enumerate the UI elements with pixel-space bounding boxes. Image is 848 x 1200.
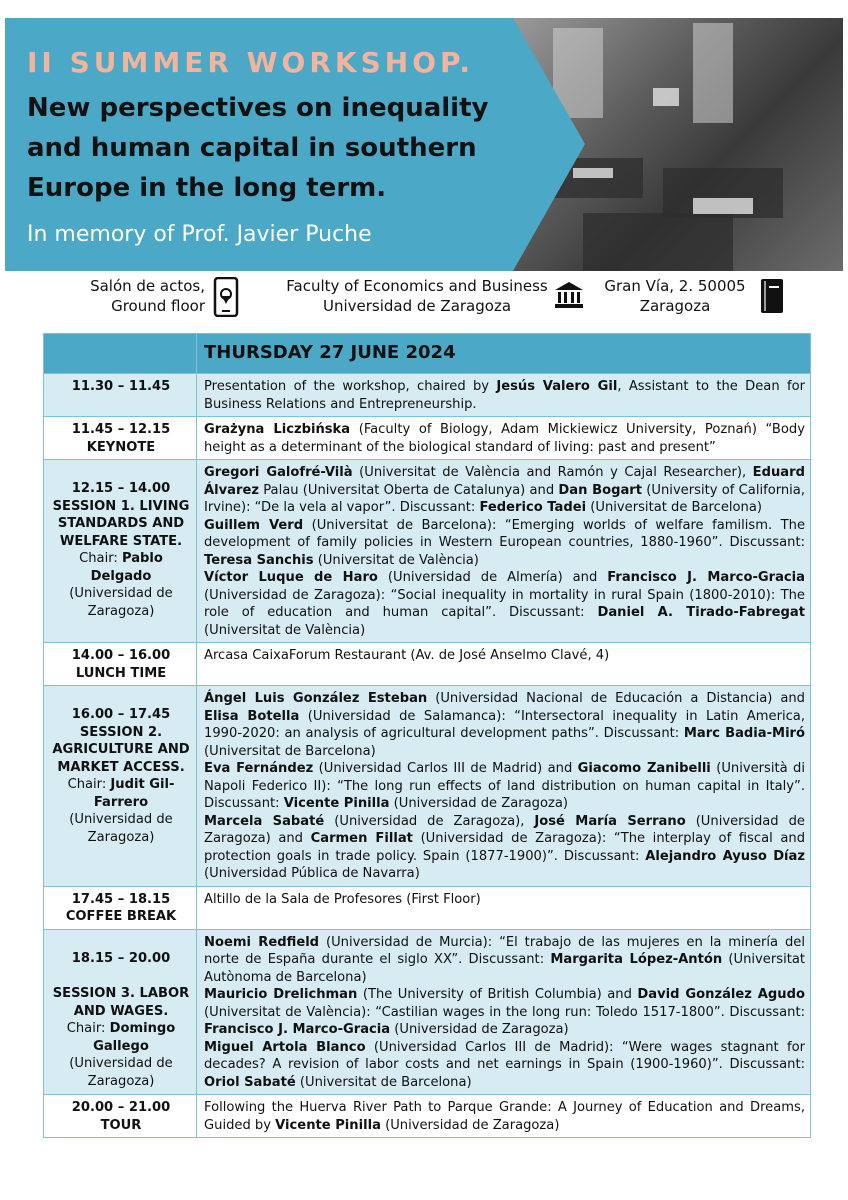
speaker-name: Ángel Luis González Esteban (204, 691, 428, 706)
session-time: 20.00 – 21.00 (71, 1100, 171, 1115)
session-time: 11.30 – 11.45 (71, 379, 171, 394)
session-label: SESSION 1. LIVING STANDARDS AND WELFARE STATE. (52, 498, 190, 549)
session-time: 11.45 – 12.15 (71, 422, 171, 437)
speaker-name: Margarita López-Antón (550, 952, 723, 967)
session-description: Gregori Galofré-Vilà (Universitat de València and Ramón y Cajal Researcher), Eduard Álvarez Palau (Universitat Oberta de Catalunya) and Dan Bogart (University of California, Irvine): “De la vela al vapor”. Discussant: Federico Tadei (Universitat de Barcelona) Guillem Verd (Universitat de Barcelona): “Emerging worlds of welfare familism. The development of family policies in Western European countries, 1880-1960”. Discussant: Teresa Sanchis (Universitat de València) Víctor Luque de Haro (Universidad de Almería) and Francisco J. Marco-Gracia (Universidad de Zaragoza): “Social inequality in mortality in rural Spain (1800-2010): The role of education and human capital”. Discussant: Daniel A. Tirado-Fabregat (Universitat de València) (197, 460, 811, 643)
speaker-name: Francisco J. Marco-Gracia (204, 1022, 391, 1037)
schedule-row (44, 460, 811, 643)
schedule-row (44, 374, 811, 417)
session-chair: Chair: Domingo Gallego (66, 1021, 176, 1054)
schedule-row (44, 686, 811, 887)
session-time-cell (44, 686, 197, 887)
session-time: 17.45 – 18.15 (71, 891, 171, 907)
session-description: Noemi Redfield (Universidad de Murcia): “El trabajo de las mujeres en la minería del norte de España durante el siglo XX”. Discussant: Margarita López-Antón (Universitat Autònoma de Barcelona) Mauricio Drelichman (The University of British Columbia) and David González Agudo (Universitat de València): “Castilian wages in the long run: Toledo 1517-1800”. Discussant: Francisco J. Marco-Gracia (Universidad de Zaragoza) Miguel Artola Blanco (Universidad Carlos III de Madrid): “Were wages stagnant for decades? A revision of labor costs and net earnings in Spain (1900-1960)”. Discussant: Oriol Sabaté (Universitat de Barcelona) (197, 929, 811, 1095)
session-time-cell (44, 417, 197, 460)
session-label: COFFEE BREAK (65, 909, 177, 924)
day-header-row (44, 334, 811, 374)
speaker-name: Guillem Verd (204, 517, 304, 533)
workshop-title: New perspectives on inequality and human capital in southern Europe in the long term. (27, 93, 489, 203)
speaker-name: Vicente Pinilla (275, 1117, 381, 1133)
session-chair-affiliation: (Universidad de Zaragoza) (69, 812, 173, 845)
speaker-name: Daniel A. Tirado-Fabregat (597, 605, 805, 620)
schedule-row (44, 1095, 811, 1138)
speaker-name: Miguel Artola Blanco (204, 1039, 366, 1055)
session-time: 14.00 – 16.00 (71, 648, 171, 663)
day-header: THURSDAY 27 JUNE 2024 (197, 334, 811, 374)
session-time-cell (44, 460, 197, 643)
notebook-icon (760, 278, 784, 314)
session-description: Presentation of the workshop, chaired by Jesús Valero Gil, Assistant to the Dean for Business Relations and Entrepreneurship. (197, 374, 811, 417)
university-building-icon (554, 281, 584, 309)
speaker-name: Oriol Sabaté (204, 1074, 296, 1090)
session-chair-affiliation: (Universidad de Zaragoza) (69, 1056, 173, 1089)
session-label: KEYNOTE (86, 439, 156, 455)
venue-faculty: Faculty of Economics and Business Universidad de Zaragoza (286, 277, 548, 315)
workshop-kicker: II SUMMER WORKSHOP. (27, 46, 475, 79)
speaker-name: Eva Fernández (204, 761, 314, 776)
session-time-cell (44, 886, 197, 929)
session-time-cell (44, 374, 197, 417)
session-description: Grażyna Liczbińska (Faculty of Biology, Adam Mickiewicz University, Poznań) “Body height as a determinant of the biological standard of living: past and present” (197, 417, 811, 460)
session-label: SESSION 3. LABOR AND WAGES. (52, 986, 190, 1019)
session-time-cell (44, 929, 197, 1095)
header-banner (5, 18, 843, 271)
day-header-blank (44, 334, 197, 374)
venue-room: Salón de actos, Ground floor (90, 277, 205, 315)
session-chair: Chair: Pablo Delgado (79, 551, 163, 584)
schedule-row (44, 929, 811, 1095)
speaker-name: Mauricio Drelichman (204, 987, 358, 1002)
speaker-name: Carmen Fillat (310, 831, 413, 846)
speaker-name: Vicente Pinilla (283, 796, 390, 811)
session-label: SESSION 2. AGRICULTURE AND MARKET ACCESS. (52, 724, 190, 775)
speaker-name: Jesús Valero Gil (496, 379, 618, 394)
speaker-name: Grażyna Liczbińska (204, 422, 351, 437)
session-label: LUNCH TIME (75, 665, 167, 681)
speaker-name: Dan Bogart (558, 482, 643, 498)
speaker-name: Eduard Álvarez (204, 465, 805, 498)
phone-location-icon (213, 277, 239, 317)
session-time: 18.15 – 20.00 (71, 950, 171, 966)
session-description: Ángel Luis González Esteban (Universidad Nacional de Educación a Distancia) and Elisa Botella (Universidad de Salamanca): “Intersectoral inequality in Latin America, 1990-2020: an analysis of agricultural development paths”. Discussant: Marc Badia-Miró (Universitat de Barcelona) Eva Fernández (Universidad Carlos III de Madrid) and Giacomo Zanibelli (Università di Napoli Federico II): “The long run effects of land distribution on human capital in Italy”. Discussant: Vicente Pinilla (Universidad de Zaragoza) Marcela Sabaté (Universidad de Zaragoza), José María Serrano (Universidad de Zaragoza) and Carmen Fillat (Universidad de Zaragoza): “The interplay of fiscal and protection goals in trade policy. Spain (1877-1900)”. Discussant: Alejandro Ayuso Díaz (Universidad Pública de Navarra) (197, 686, 811, 887)
schedule-row (44, 643, 811, 686)
speaker-name: Teresa Sanchis (204, 552, 314, 568)
speaker-name: Giacomo Zanibelli (577, 761, 711, 776)
speaker-name: Federico Tadei (479, 500, 587, 515)
session-description: Altillo de la Sala de Profesores (First Floor) (197, 886, 811, 929)
speaker-name: Gregori Galofré-Vilà (204, 465, 353, 480)
session-time-cell (44, 643, 197, 686)
speaker-name: Noemi Redfield (204, 934, 320, 950)
speaker-name: Alejandro Ayuso Díaz (645, 848, 806, 864)
speaker-name: Elisa Botella (204, 708, 300, 724)
session-label: TOUR (100, 1117, 142, 1133)
schedule-row (44, 886, 811, 929)
speaker-name: Víctor Luque de Haro (204, 570, 378, 585)
session-time: 12.15 – 14.00 (71, 481, 171, 496)
speaker-name: David González Agudo (637, 987, 805, 1002)
speaker-name: Francisco J. Marco-Gracia (607, 570, 806, 585)
session-time: 16.00 – 17.45 (71, 707, 171, 722)
session-chair-affiliation: (Universidad de Zaragoza) (69, 586, 173, 619)
session-chair: Chair: Judit Gil-Farrero (67, 777, 175, 810)
schedule-row (44, 417, 811, 460)
session-time-cell (44, 1095, 197, 1138)
venue-address: Gran Vía, 2. 50005 Zaragoza (604, 277, 746, 315)
speaker-name: Marc Badia-Miró (683, 726, 806, 741)
session-description: Arcasa CaixaForum Restaurant (Av. de José Anselmo Clavé, 4) (197, 643, 811, 686)
memorial-line: In memory of Prof. Javier Puche (27, 222, 372, 247)
session-description: Following the Huerva River Path to Parque Grande: A Journey of Education and Dreams, Guided by Vicente Pinilla (Universidad de Zaragoza) (197, 1095, 811, 1138)
speaker-name: Marcela Sabaté (204, 813, 325, 829)
speaker-name: José María Serrano (534, 813, 686, 829)
schedule-table (43, 333, 811, 1138)
